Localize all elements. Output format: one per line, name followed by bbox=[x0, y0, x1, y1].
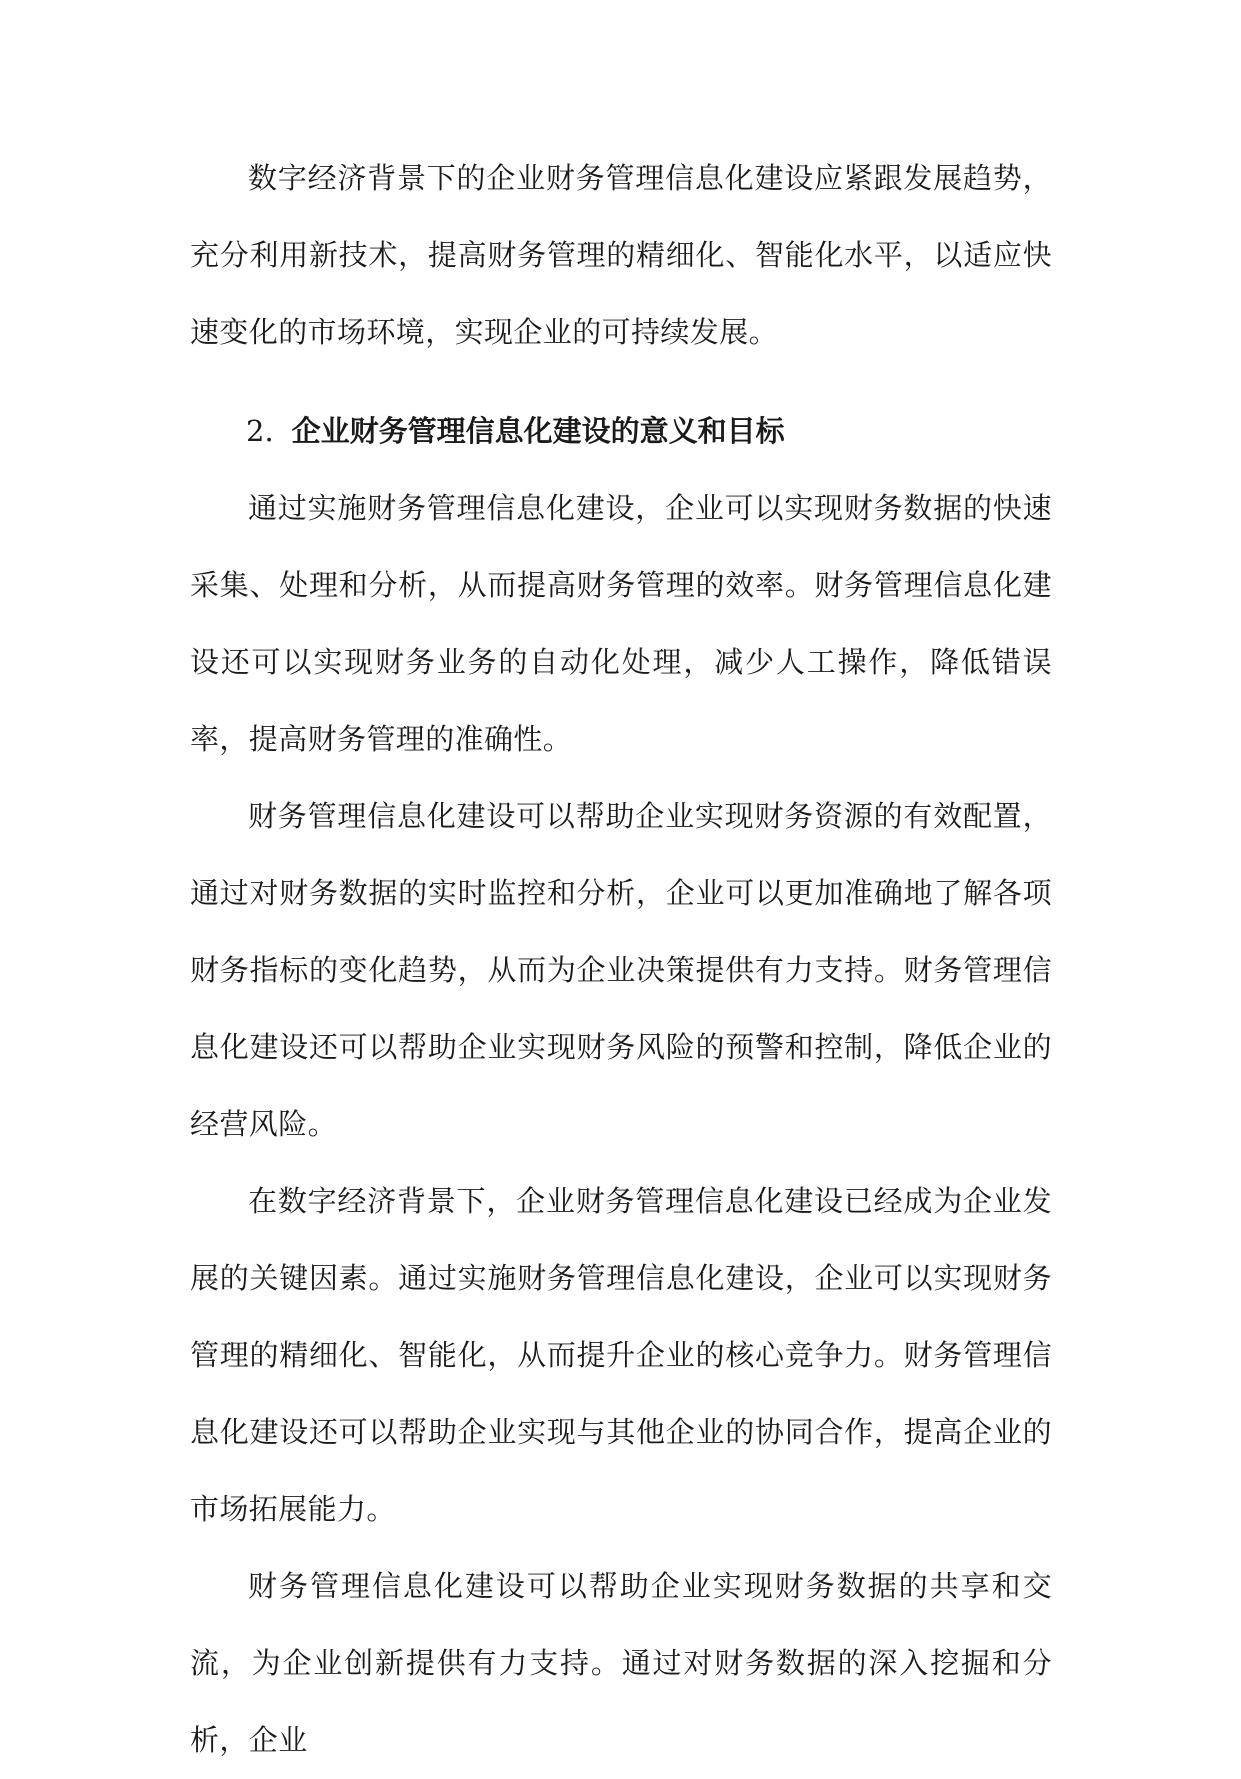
section-heading bbox=[190, 393, 1052, 470]
paragraph-1: 通过实施财务管理信息化建设，企业可以实现财务数据的快速采集、处理和分析，从而提高财务管理的效率。财务管理信息化建设还可以实现财务业务的自动化处理，减少人工操作，降低错误率，提高财务管理的准确性。 bbox=[190, 491, 1052, 756]
document-body bbox=[190, 140, 1052, 1779]
paragraph-2: 财务管理信息化建设可以帮助企业实现财务资源的有效配置，通过对财务数据的实时监控和分析，企业可以更加准确地了解各项财务指标的变化趋势，从而为企业决策提供有力支持。财务管理信息化建设还可以帮助企业实现财务风险的预警和控制，降低企业的经营风险。 bbox=[190, 799, 1052, 1141]
section-title: 企业财务管理信息化建设的意义和目标 bbox=[291, 414, 785, 448]
section-number: 2. bbox=[246, 414, 274, 448]
paragraph-4: 财务管理信息化建设可以帮助企业实现财务数据的共享和交流，为企业创新提供有力支持。通过对财务数据的深入挖掘和分析，企业 bbox=[190, 1569, 1052, 1757]
spacer bbox=[190, 371, 1052, 393]
paragraph-3: 在数字经济背景下，企业财务管理信息化建设已经成为企业发展的关键因素。通过实施财务管理信息化建设，企业可以实现财务管理的精细化、智能化，从而提升企业的核心竞争力。财务管理信息化建设还可以帮助企业实现与其他企业的协同合作，提高企业的市场拓展能力。 bbox=[190, 1184, 1052, 1526]
paragraph-intro: 数字经济背景下的企业财务管理信息化建设应紧跟发展趋势，充分利用新技术，提高财务管理的精细化、智能化水平，以适应快速变化的市场环境，实现企业的可持续发展。 bbox=[190, 161, 1052, 349]
